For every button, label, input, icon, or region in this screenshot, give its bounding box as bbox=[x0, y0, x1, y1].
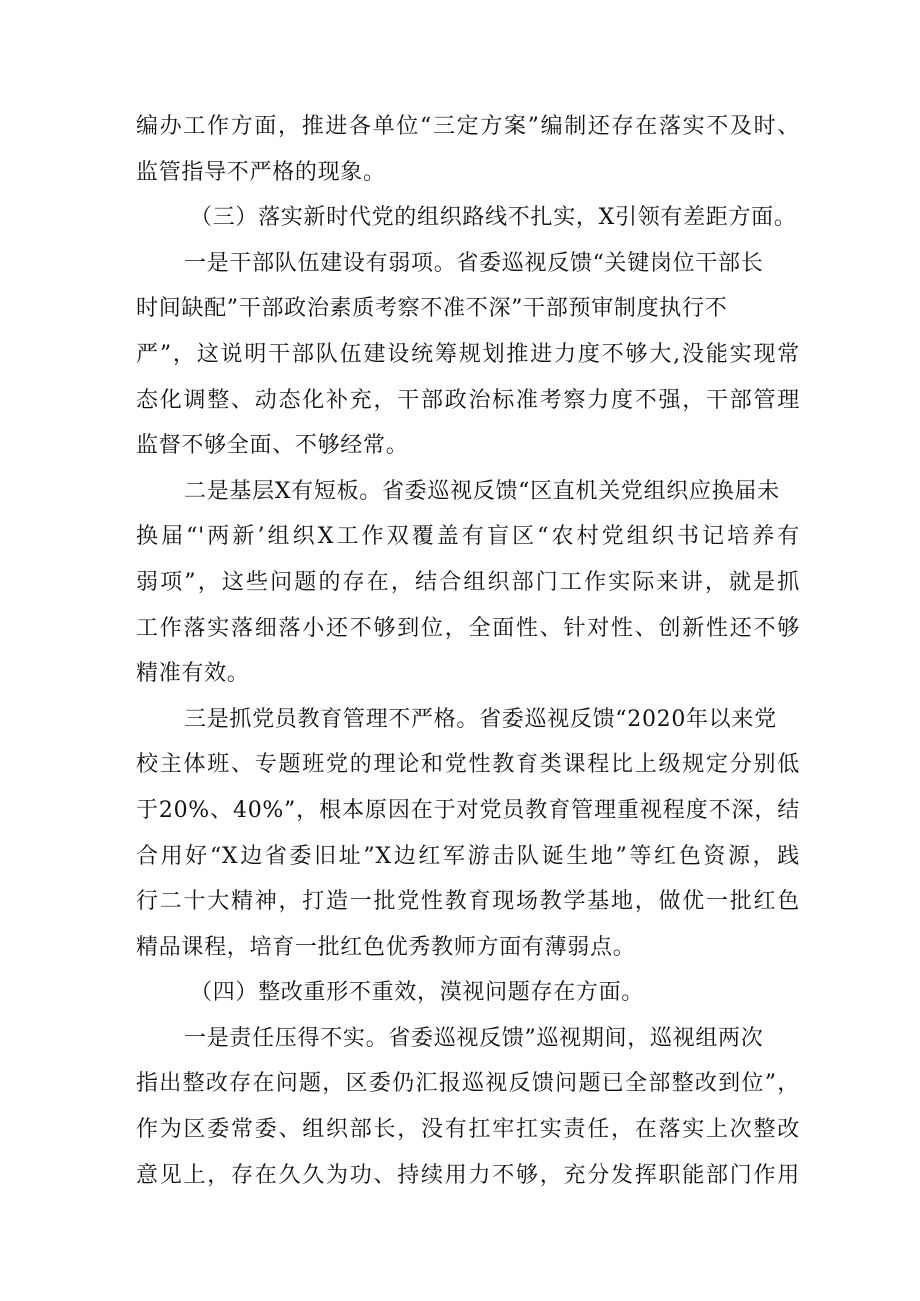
paragraph-grassroots bbox=[136, 469, 800, 697]
section-heading-3 bbox=[136, 195, 800, 241]
paragraph-cadre-team bbox=[136, 241, 800, 469]
heading-line: （三）落实新时代党的组织路线不扎实，X引领有差距方面。 bbox=[190, 205, 797, 231]
text-line: 一是干部队伍建设有弱项。省委巡视反馈“关键岗位干部长 bbox=[184, 250, 764, 276]
paragraph-continued bbox=[136, 104, 800, 195]
text-line: 行二十大精神，打造一批党性教育现场教学基地，做优一批红色 bbox=[136, 889, 800, 915]
text-line: 弱项”，这些问题的存在，结合组织部门工作实际来讲，就是抓 bbox=[136, 569, 800, 595]
text-line: 二是基层X有短板。省委巡视反馈“区直机关党组织应换届未 bbox=[184, 478, 780, 504]
document-page bbox=[136, 104, 800, 1198]
text-line: 精准有效。 bbox=[136, 661, 250, 687]
text-line: 作为区委常委、组织部长，没有扛牢扛实责任，在落实上次整改 bbox=[136, 1117, 800, 1143]
text-line: 校主体班、专题班党的理论和党性教育类课程比上级规定分别低 bbox=[136, 752, 800, 778]
paragraph-responsibility bbox=[136, 1016, 800, 1198]
text-line: 意见上，存在久久为功、持续用力不够，充分发挥职能部门作用 bbox=[136, 1162, 800, 1188]
text-line: 于20%、40%”，根本原因在于对党员教育管理重视程度不深，结 bbox=[136, 797, 800, 823]
text-line: 态化调整、动态化补充，干部政治标准考察力度不强，干部管理 bbox=[136, 387, 800, 413]
text-line: 严”，这说明干部队伍建设统筹规划推进力度不够大,没能实现常 bbox=[136, 341, 800, 367]
text-line: 三是抓党员教育管理不严格。省委巡视反馈“2020年以来党 bbox=[184, 706, 777, 732]
text-line: 监管指导不严格的现象。 bbox=[136, 159, 386, 185]
text-line: 编办工作方面，推进各单位“三定方案”编制还存在落实不及时、 bbox=[136, 114, 800, 139]
text-line: 指出整改存在问题，区委仍汇报巡视反馈问题已全部整改到位”， bbox=[136, 1071, 800, 1097]
text-line: 工作落实落细落小还不够到位，全面性、针对性、创新性还不够 bbox=[136, 615, 800, 641]
text-line: 精品课程，培育一批红色优秀教师方面有薄弱点。 bbox=[136, 934, 636, 960]
heading-line: （四）整改重形不重效，漠视问题存在方面。 bbox=[190, 980, 645, 1006]
text-line: 一是责任压得不实。省委巡视反馈”巡视期间，巡视组两次 bbox=[184, 1025, 764, 1051]
text-line: 监督不够全面、不够经常。 bbox=[136, 433, 409, 459]
text-line: 时间缺配”干部政治素质考察不准不深”干部预审制度执行不 bbox=[136, 296, 728, 322]
paragraph-member-education bbox=[136, 697, 800, 971]
text-line: 换届“'两新’组织X工作双覆盖有盲区“农村党组织书记培养有 bbox=[136, 524, 800, 550]
text-line: 合用好“X边省委旧址”X边红军游击队诞生地”等红色资源，践 bbox=[136, 843, 800, 869]
section-heading-4 bbox=[136, 970, 800, 1016]
